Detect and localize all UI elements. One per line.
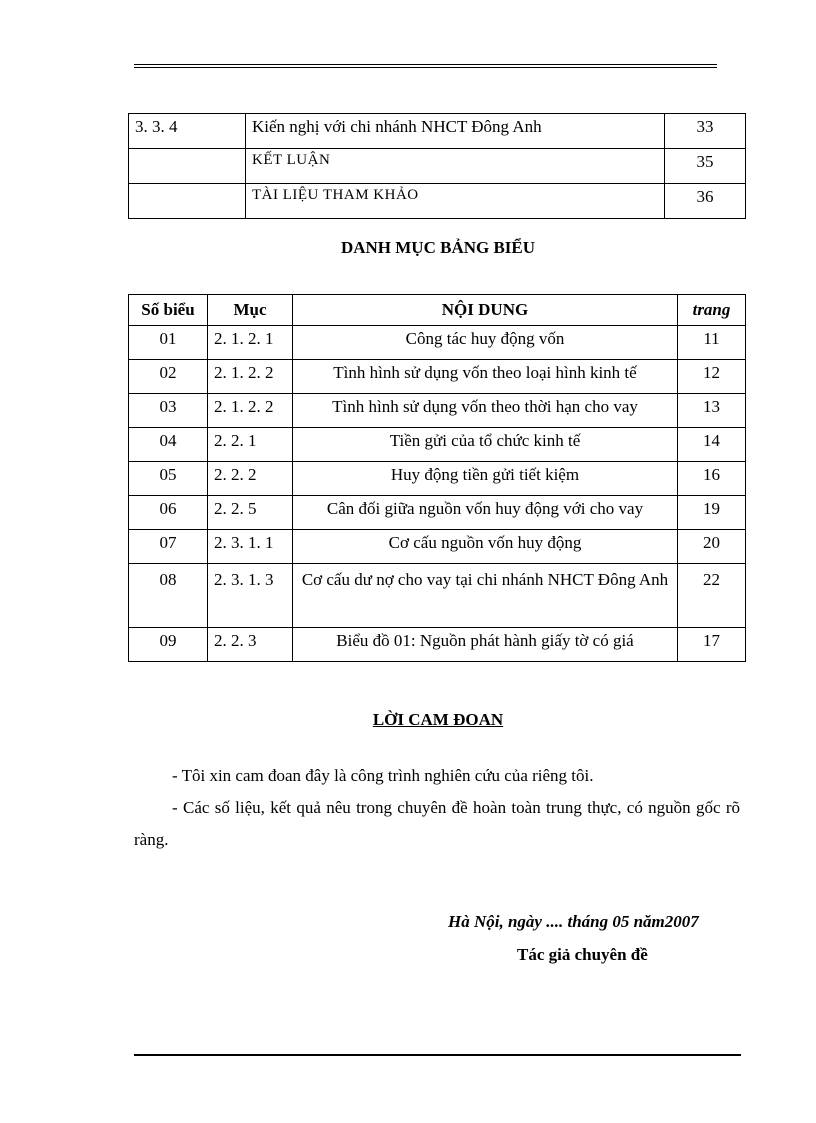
row-no: 06 (129, 496, 208, 530)
table-row (129, 628, 746, 662)
toc-section (129, 184, 246, 219)
row-no: 03 (129, 394, 208, 428)
row-content: Cơ cấu dư nợ cho vay tại chi nhánh NHCT Đông Anh (293, 564, 678, 628)
declaration-heading: LỜI CAM ĐOAN (372, 710, 504, 729)
toc-section: 3. 3. 4 (129, 114, 246, 149)
table-header-row (129, 295, 746, 326)
declaration-paragraph: - Các số liệu, kết quả nêu trong chuyên đề hoàn toàn trung thực, có nguồn gốc rõ ràng. (134, 798, 740, 849)
list-of-tables (128, 294, 746, 662)
toc-title: TÀI LIỆU THAM KHẢO (246, 184, 665, 219)
row-section: 2. 2. 3 (208, 628, 293, 662)
row-section: 2. 1. 2. 1 (208, 326, 293, 360)
table-row (129, 496, 746, 530)
header-section: Mục (208, 295, 293, 326)
row-page: 20 (678, 530, 746, 564)
header-no: Số biểu (129, 295, 208, 326)
row-page: 17 (678, 628, 746, 662)
header-rule (134, 64, 717, 68)
declaration-paragraph: - Tôi xin cam đoan đây là công trình nghiên cứu của riêng tôi. (172, 766, 594, 785)
date-line: Hà Nội, ngày .... tháng 05 năm2007 (448, 912, 699, 931)
row-section: 2. 3. 1. 1 (208, 530, 293, 564)
row-page: 22 (678, 564, 746, 628)
table-row (129, 184, 746, 219)
row-no: 01 (129, 326, 208, 360)
toc-page: 33 (665, 114, 746, 149)
table-row (129, 326, 746, 360)
author-line: Tác giả chuyên đề (517, 945, 648, 964)
row-content: Cơ cấu nguồn vốn huy động (293, 530, 678, 564)
row-page: 12 (678, 360, 746, 394)
row-section: 2. 1. 2. 2 (208, 360, 293, 394)
row-no: 08 (129, 564, 208, 628)
row-no: 09 (129, 628, 208, 662)
toc-title: Kiến nghị với chi nhánh NHCT Đông Anh (246, 114, 665, 149)
row-no: 05 (129, 462, 208, 496)
row-content: Cân đối giữa nguồn vốn huy động với cho vay (293, 496, 678, 530)
table-row (129, 462, 746, 496)
list-of-tables-heading: DANH MỤC BẢNG BIỂU (340, 238, 536, 257)
row-page: 11 (678, 326, 746, 360)
row-section: 2. 3. 1. 3 (208, 564, 293, 628)
row-content: Tình hình sử dụng vốn theo loại hình kinh tế (293, 360, 678, 394)
footer-rule (134, 1054, 741, 1056)
row-section: 2. 2. 1 (208, 428, 293, 462)
row-page: 14 (678, 428, 746, 462)
row-section: 2. 1. 2. 2 (208, 394, 293, 428)
row-section: 2. 2. 2 (208, 462, 293, 496)
toc-page: 36 (665, 184, 746, 219)
row-no: 07 (129, 530, 208, 564)
toc-section (129, 149, 246, 184)
table-row (129, 564, 746, 628)
header-content: NỘI DUNG (293, 295, 678, 326)
row-content: Huy động tiền gửi tiết kiệm (293, 462, 678, 496)
table-row (129, 360, 746, 394)
row-content: Công tác huy động vốn (293, 326, 678, 360)
table-row (129, 149, 746, 184)
row-page: 16 (678, 462, 746, 496)
row-content: Tiền gửi của tổ chức kinh tế (293, 428, 678, 462)
toc-title: KẾT LUẬN (246, 149, 665, 184)
row-page: 13 (678, 394, 746, 428)
table-row (129, 394, 746, 428)
toc-page: 35 (665, 149, 746, 184)
row-content: Tình hình sử dụng vốn theo thời hạn cho vay (293, 394, 678, 428)
header-page: trang (678, 295, 746, 326)
table-row (129, 530, 746, 564)
table-row (129, 428, 746, 462)
row-section: 2. 2. 5 (208, 496, 293, 530)
table-row (129, 114, 746, 149)
row-page: 19 (678, 496, 746, 530)
toc-continuation-table (128, 113, 746, 219)
row-no: 02 (129, 360, 208, 394)
row-content: Biểu đồ 01: Nguồn phát hành giấy tờ có giá (293, 628, 678, 662)
row-no: 04 (129, 428, 208, 462)
